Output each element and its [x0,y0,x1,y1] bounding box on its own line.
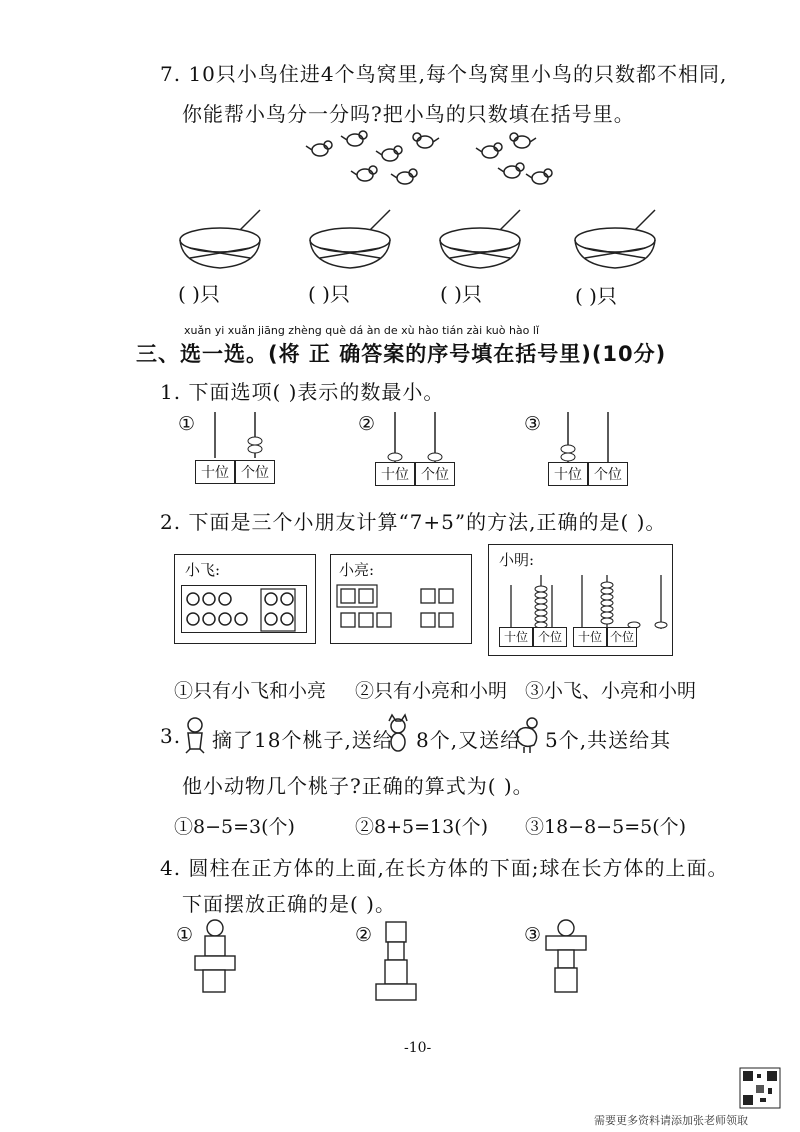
q4-option-2-num[interactable]: ② [355,924,373,946]
q2-xiaoming-panel [488,544,673,656]
q4-stack-1 [190,918,250,998]
page-number: -10- [404,1040,432,1056]
q4-option-3-num[interactable]: ③ [524,924,542,946]
q1-abacus-3 [548,412,628,462]
q2-name-xiaoming: 小明: [499,551,535,569]
q2-name-xiaofei: 小飞: [185,561,221,579]
nest-blank-1[interactable]: ( )只 [178,282,220,306]
q2-choice-1[interactable]: ①只有小飞和小亮 [174,680,327,702]
q1-abacus-1 [195,412,275,462]
q2-text: 2. 下面是三个小朋友计算“7+5”的方法,正确的是( )。 [160,510,667,534]
q1-opt3-tens: 十位 [548,462,588,486]
cat-icon [383,715,413,755]
q2-xiaofei-circles [175,555,317,645]
q1-opt1-ones: 个位 [235,460,275,484]
q3-choice-2[interactable]: ②8+5=13(个) [355,816,489,838]
q1-option-3-num[interactable]: ③ [524,413,542,435]
q2-xiaoliang-panel [330,554,472,644]
nest-blank-3[interactable]: ( )只 [440,282,482,306]
q2-xiaofei-panel [174,554,316,644]
q2-name-xiaoliang: 小亮: [339,561,375,579]
q3-part-b: 摘了18个桃子,送给 [212,728,394,752]
q3-part-d: 5个,共送给其 [545,728,672,752]
q1-option-2-num[interactable]: ② [358,413,376,435]
q1-text: 1. 下面选项( )表示的数最小。 [160,380,445,404]
q7-line1: 7. 10只小鸟住进4个鸟窝里,每个鸟窝里小鸟的只数都不相同, [160,62,728,86]
section3-title: 三、选一选。(将 正 确答案的序号填在括号里)(10分) [136,342,667,366]
q4-line1: 4. 圆柱在正方体的上面,在长方体的下面;球在长方体的上面。 [160,856,729,880]
q1-opt2-ones: 个位 [415,462,455,486]
q4-stack-3 [540,918,600,1008]
nest-blank-4[interactable]: ( )只 [575,284,617,308]
q4-stack-2 [370,918,430,1008]
q2-xiaoming-ones-1: 个位 [533,627,567,647]
monkey-icon [180,715,210,755]
q1-opt2-tens: 十位 [375,462,415,486]
q1-opt3-ones: 个位 [588,462,628,486]
q2-xiaoming-ones-2: 个位 [607,627,637,647]
q3-choice-1[interactable]: ①8−5=3(个) [174,816,295,838]
q1-option-1-num[interactable]: ① [178,413,196,435]
q4-line2: 下面摆放正确的是( )。 [182,892,396,916]
birds-illustration [300,130,560,200]
nest-blank-2[interactable]: ( )只 [308,282,350,306]
q2-choice-3[interactable]: ③小飞、小亮和小明 [525,680,697,702]
q3-part-c: 8个,又送给 [416,728,522,752]
q3-choice-3[interactable]: ③18−8−5=5(个) [525,816,687,838]
q1-opt1-tens: 十位 [195,460,235,484]
chicken-icon [512,715,542,755]
q2-xiaoming-tens-2: 十位 [573,627,607,647]
pinyin-xuanyixuan: xuǎn yi xuǎn [184,324,255,337]
q3-num: 3. [160,724,182,748]
q7-line2: 你能帮小鸟分一分吗?把小鸟的只数填在括号里。 [182,102,635,126]
q3-line2: 他小动物几个桃子?正确的算式为( )。 [182,774,534,798]
nests-illustration [170,205,680,275]
pinyin-instruction: jiāng zhèng què dá àn de xù hào tián zài kuò hào lǐ [258,324,540,337]
footer-note: 需要更多资料请添加张老师领取 [594,1114,748,1127]
q2-xiaoming-tens-1: 十位 [499,627,533,647]
q2-xiaoliang-cubes [331,555,473,645]
q1-abacus-2 [375,412,455,462]
qr-code-icon [740,1068,780,1108]
q4-option-1-num[interactable]: ① [176,924,194,946]
q2-choice-2[interactable]: ②只有小亮和小明 [355,680,508,702]
